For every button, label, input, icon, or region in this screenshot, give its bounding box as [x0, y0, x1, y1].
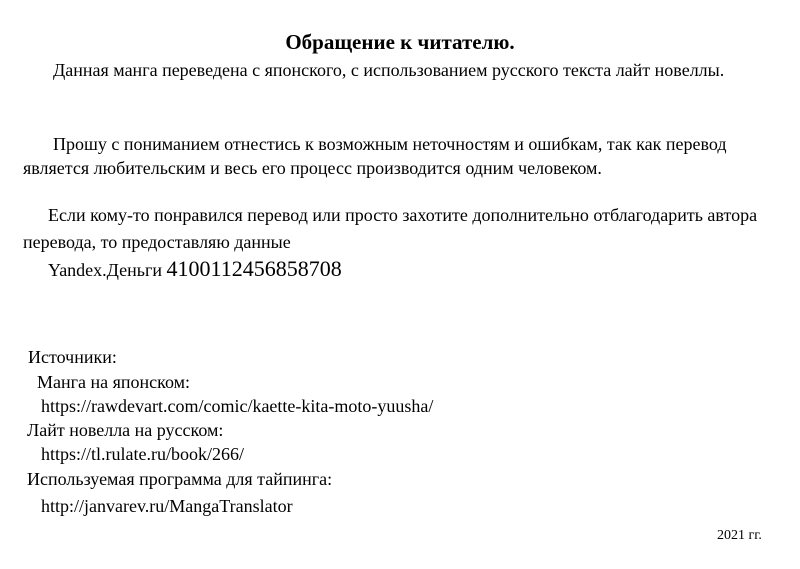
- novel-source-url: https://tl.rulate.ru/book/266/: [41, 444, 244, 464]
- paragraph-donation: [23, 202, 763, 256]
- payment-label: Yandex.Деньги: [48, 260, 163, 280]
- program-url: http://janvarev.ru/MangaTranslator: [41, 496, 293, 516]
- paragraph-text: Если кому-то понравился перевод или просто захотите дополнительно отблагодарить автора перевода, то предоставляю данные: [23, 205, 758, 252]
- manga-source-label: Манга на японском:: [37, 372, 191, 392]
- page-title: Обращение к читателю.: [285, 30, 515, 54]
- sources-heading: Источники:: [28, 347, 117, 367]
- year-label: 2021 гг.: [717, 528, 762, 543]
- novel-source-label: Лайт новелла на русском:: [27, 420, 224, 440]
- program-label: Используемая программа для тайпинга:: [27, 469, 333, 489]
- paragraph-apology: [23, 132, 763, 180]
- manga-source-url: https://rawdevart.com/comic/kaette-kita-moto-yuusha/: [41, 396, 434, 416]
- paragraph-text: Данная манга переведена с японского, с использованием русского текста лайт новеллы.: [53, 60, 725, 80]
- payment-number: 4100112456858708: [166, 256, 342, 281]
- paragraph-translation-note: [23, 58, 763, 82]
- paragraph-text: Прошу с пониманием отнестись к возможным неточностям и ошибкам, так как перевод является любительским и весь его процесс производится одним человеком.: [23, 134, 727, 178]
- payment-details: [48, 256, 342, 282]
